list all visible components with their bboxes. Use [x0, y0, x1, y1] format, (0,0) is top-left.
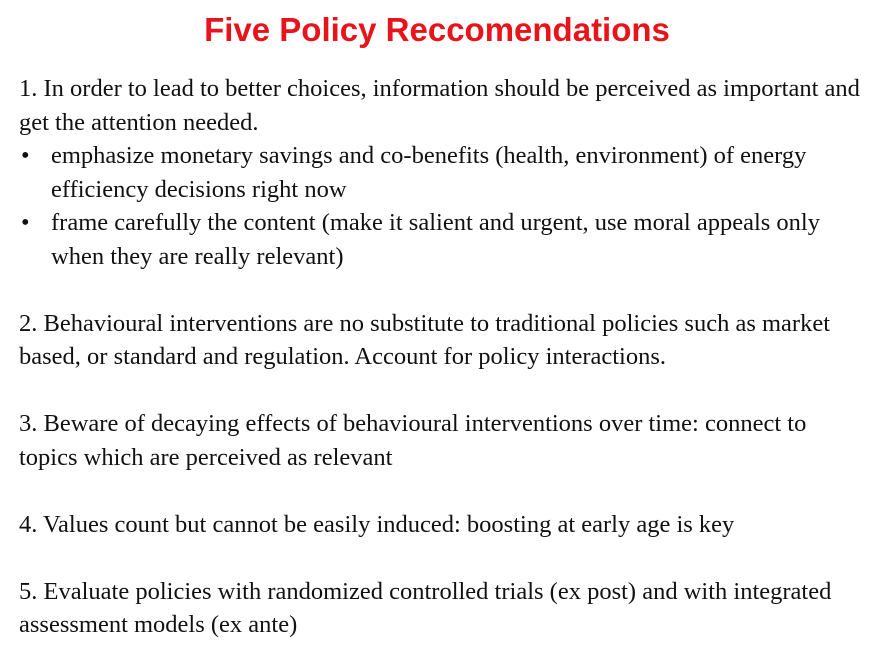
bullet-item — [19, 206, 864, 273]
recommendation-3: 3. Beware of decaying effects of behavioural interventions over time: connect to topics which are perceived as relevant — [19, 410, 807, 471]
recommendation-2: 2. Behavioural interventions are no substitute to traditional policies such as market based, or standard and regulation. Account for policy interactions. — [19, 309, 831, 370]
slide-title: Five Policy Reccomendations — [204, 11, 670, 48]
bullet-item — [19, 139, 864, 206]
bullet-text: emphasize monetary savings and co-benefits (health, environment) of energy efficiency decisions right now — [51, 142, 807, 203]
spacer — [19, 273, 864, 307]
bullet-dot-icon: • — [21, 142, 30, 169]
spacer — [19, 474, 864, 508]
recommendation-4: 4. Values count but cannot be easily induced: boosting at early age is key — [19, 510, 735, 538]
recommendation-1: 1. In order to lead to better choices, information should be perceived as important and get the attention needed. — [19, 75, 860, 136]
recommendation-5: 5. Evaluate policies with randomized controlled trials (ex post) and with integrated assessment models (ex ante) — [19, 577, 832, 638]
spacer — [19, 374, 864, 408]
recommendation-1-bullets — [19, 139, 864, 273]
bullet-dot-icon: • — [21, 209, 30, 236]
bullet-text: frame carefully the content (make it salient and urgent, use moral appeals only when they are really relevant) — [51, 209, 820, 270]
recommendations-list — [19, 72, 864, 642]
spacer — [19, 541, 864, 575]
